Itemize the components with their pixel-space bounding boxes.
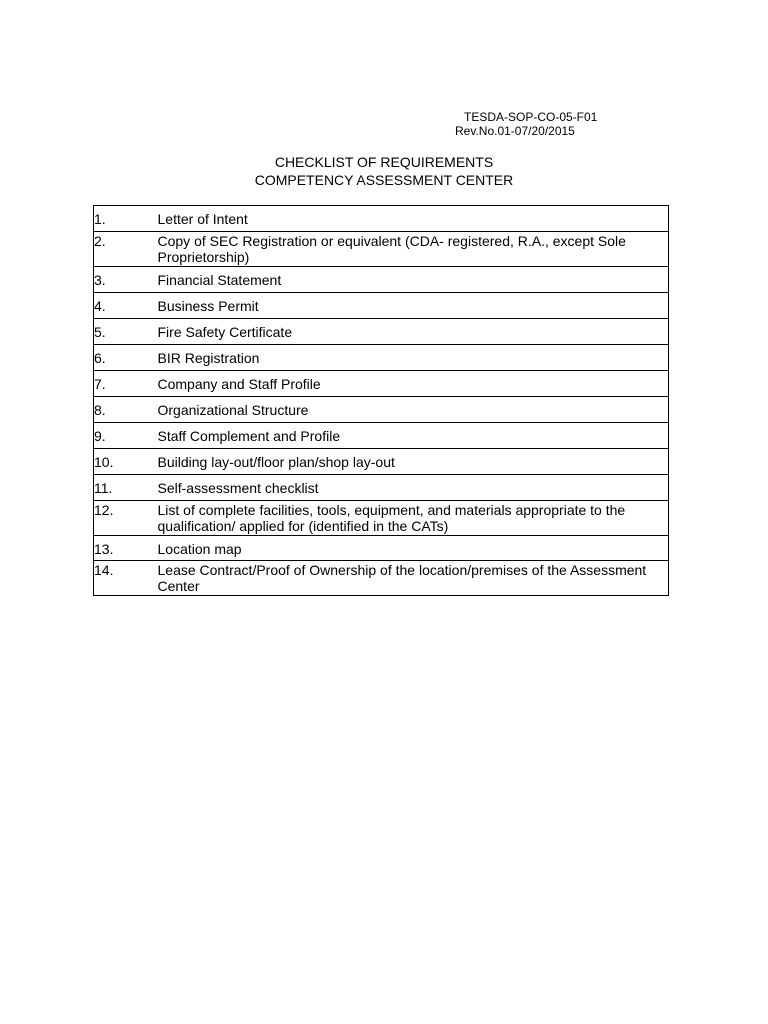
revision-number: Rev.No.01-07/20/2015: [455, 124, 575, 138]
item-text: Lease Contract/Proof of Ownership of the location/premises of the Assessment Center: [158, 561, 669, 596]
page-title: CHECKLIST OF REQUIREMENTS: [274, 154, 494, 170]
table-row: [94, 423, 669, 449]
item-number: 5.: [94, 319, 158, 345]
item-text: Location map: [158, 536, 669, 561]
table-row: [94, 475, 669, 501]
item-number: 6.: [94, 345, 158, 371]
document-code: TESDA-SOP-CO-05-F01: [464, 110, 598, 124]
item-number: 8.: [94, 397, 158, 423]
table-row: [94, 206, 669, 232]
item-number: 7.: [94, 371, 158, 397]
table-row: [94, 397, 669, 423]
item-number: 11.: [94, 475, 158, 501]
item-number: 1.: [94, 206, 158, 232]
item-text: List of complete facilities, tools, equipment, and materials appropriate to the qualification/ applied for (identified in the CATs): [158, 501, 669, 536]
item-number: 14.: [94, 561, 158, 596]
table-row: [94, 293, 669, 319]
table-row: [94, 501, 669, 536]
item-number: 2.: [94, 232, 158, 267]
item-text: Financial Statement: [158, 267, 669, 293]
item-number: 13.: [94, 536, 158, 561]
item-text: Staff Complement and Profile: [158, 423, 669, 449]
table-row: [94, 232, 669, 267]
item-text: Letter of Intent: [158, 206, 669, 232]
table-row: [94, 371, 669, 397]
item-text: Organizational Structure: [158, 397, 669, 423]
item-number: 4.: [94, 293, 158, 319]
table-row: [94, 561, 669, 596]
item-text: BIR Registration: [158, 345, 669, 371]
item-number: 12.: [94, 501, 158, 536]
table-row: [94, 319, 669, 345]
item-text: Business Permit: [158, 293, 669, 319]
item-text: Self-assessment checklist: [158, 475, 669, 501]
item-number: 9.: [94, 423, 158, 449]
item-number: 3.: [94, 267, 158, 293]
table-row: [94, 267, 669, 293]
requirements-table: [93, 205, 669, 596]
table-row: [94, 449, 669, 475]
item-number: 10.: [94, 449, 158, 475]
item-text: Fire Safety Certificate: [158, 319, 669, 345]
item-text: Company and Staff Profile: [158, 371, 669, 397]
table-row: [94, 536, 669, 561]
page-subtitle: COMPETENCY ASSESSMENT CENTER: [254, 172, 514, 188]
item-text: Copy of SEC Registration or equivalent (CDA- registered, R.A., except Sole Proprietorship): [158, 232, 669, 267]
item-text: Building lay-out/floor plan/shop lay-out: [158, 449, 669, 475]
table-row: [94, 345, 669, 371]
